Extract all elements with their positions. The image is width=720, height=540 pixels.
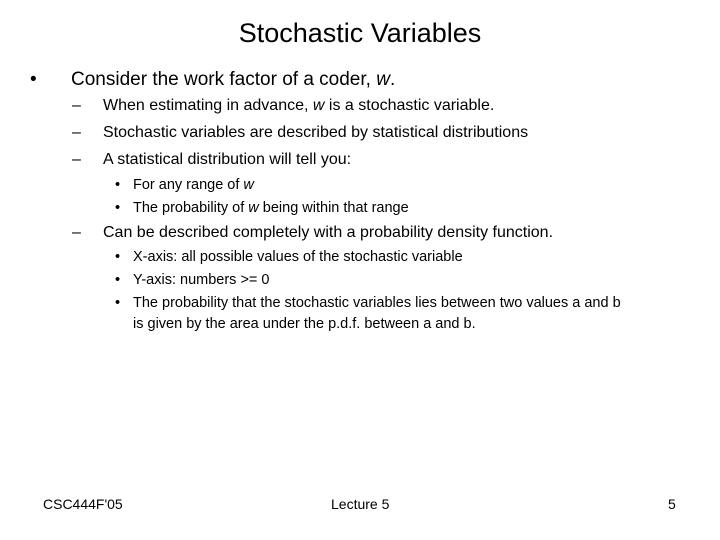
dash-marker: – [72, 97, 81, 114]
bullet-text-part: being within that range [258, 200, 409, 216]
bullet-text [71, 69, 395, 91]
bullet-marker: • [115, 272, 121, 288]
bullet-marker: • [115, 177, 121, 193]
bullet-text-part: When estimating in advance, [103, 97, 313, 114]
footer-lecture: Lecture 5 [331, 496, 390, 512]
bullet-marker: • [115, 200, 121, 216]
dash-marker: – [72, 124, 81, 141]
bullet-text: Y-axis: numbers >= 0 [133, 272, 270, 288]
bullet-text: A statistical distribution will tell you: [103, 151, 352, 168]
slide-title: Stochastic Variables [238, 18, 482, 48]
footer-course: CSC444F'05 [43, 496, 123, 512]
bullet-text-part: For any range of [133, 177, 244, 193]
bullet-text-part: . [389, 69, 396, 90]
bullet-marker: • [115, 295, 121, 311]
bullet-text-part: The probability of [133, 200, 249, 216]
bullet-text-part: Consider the work factor of a coder, [71, 69, 377, 90]
bullet-marker: • [115, 249, 121, 265]
variable-w: w [376, 69, 390, 90]
dash-marker: – [72, 224, 81, 241]
bullet-text: Stochastic variables are described by statistical distributions [103, 124, 529, 141]
bullet-marker: • [30, 69, 37, 90]
variable-w: w [243, 177, 254, 193]
bullet-text [133, 177, 254, 193]
bullet-text-line1: The probability that the stochastic variables lies between two values a and b [133, 295, 621, 311]
dash-marker: – [72, 151, 81, 168]
variable-w: w [312, 97, 325, 114]
bullet-text-line2: is given by the area under the p.d.f. between a and b. [133, 316, 476, 332]
bullet-text: X-axis: all possible values of the stochastic variable [133, 249, 463, 265]
bullet-text [133, 200, 409, 216]
variable-w: w [248, 200, 259, 216]
bullet-text [103, 97, 494, 115]
bullet-text-part: is a stochastic variable. [324, 97, 495, 114]
footer-page-number: 5 [668, 496, 676, 512]
bullet-text: Can be described completely with a probability density function. [103, 224, 554, 241]
